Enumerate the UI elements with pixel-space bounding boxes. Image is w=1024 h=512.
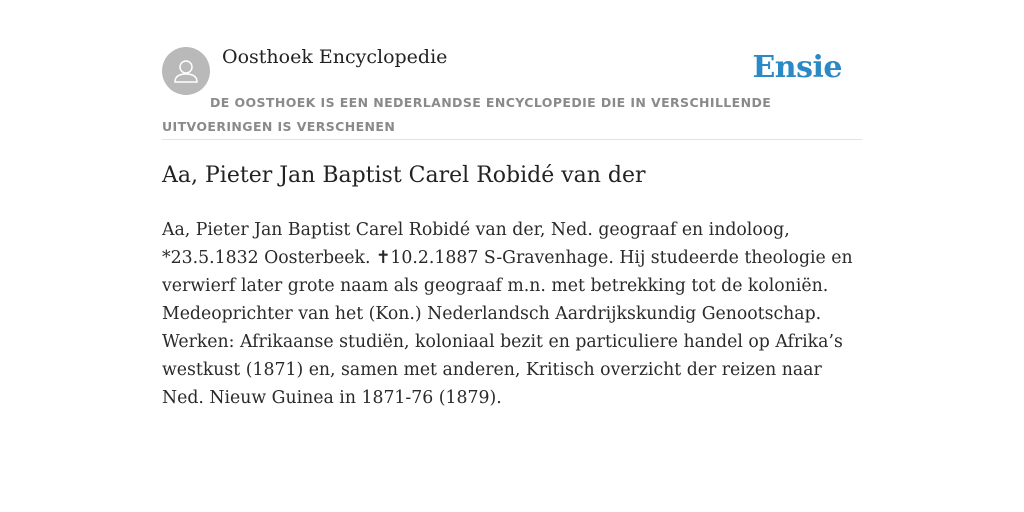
entry-body: Aa, Pieter Jan Baptist Carel Robidé van der, Ned. geograaf en indoloog, *23.5.1832 Oosterbeek. ✝10.2.1887 S-Gravenhage. Hij studeerde theologie en verwierf later grote naam als geograaf m.n. met betrekking tot de koloniën. Medeoprichter van het (Kon.) Nederlandsch Aardrijkskundig Genootschap. Werken: Afrikaanse studiën, koloniaal bezit en particuliere handel op Afrika’s westkust (1871) en, samen met anderen, Kritisch overzicht der reizen naar Ned. Nieuw Guinea in 1871-76 (1879).	[162, 220, 853, 408]
brand-logo[interactable]: Ensie	[752, 50, 842, 85]
header-divider	[162, 139, 862, 140]
avatar[interactable]	[162, 47, 210, 95]
site-tagline: DE OOSTHOEK IS EEN NEDERLANDSE ENCYCLOPEDIE DIE IN VERSCHILLENDE UITVOERINGEN IS VERSCHENEN	[162, 95, 772, 134]
entry-title: Aa, Pieter Jan Baptist Carel Robidé van der	[162, 163, 646, 188]
site-title[interactable]: Oosthoek Encyclopedie	[222, 46, 448, 68]
user-icon	[162, 47, 210, 95]
